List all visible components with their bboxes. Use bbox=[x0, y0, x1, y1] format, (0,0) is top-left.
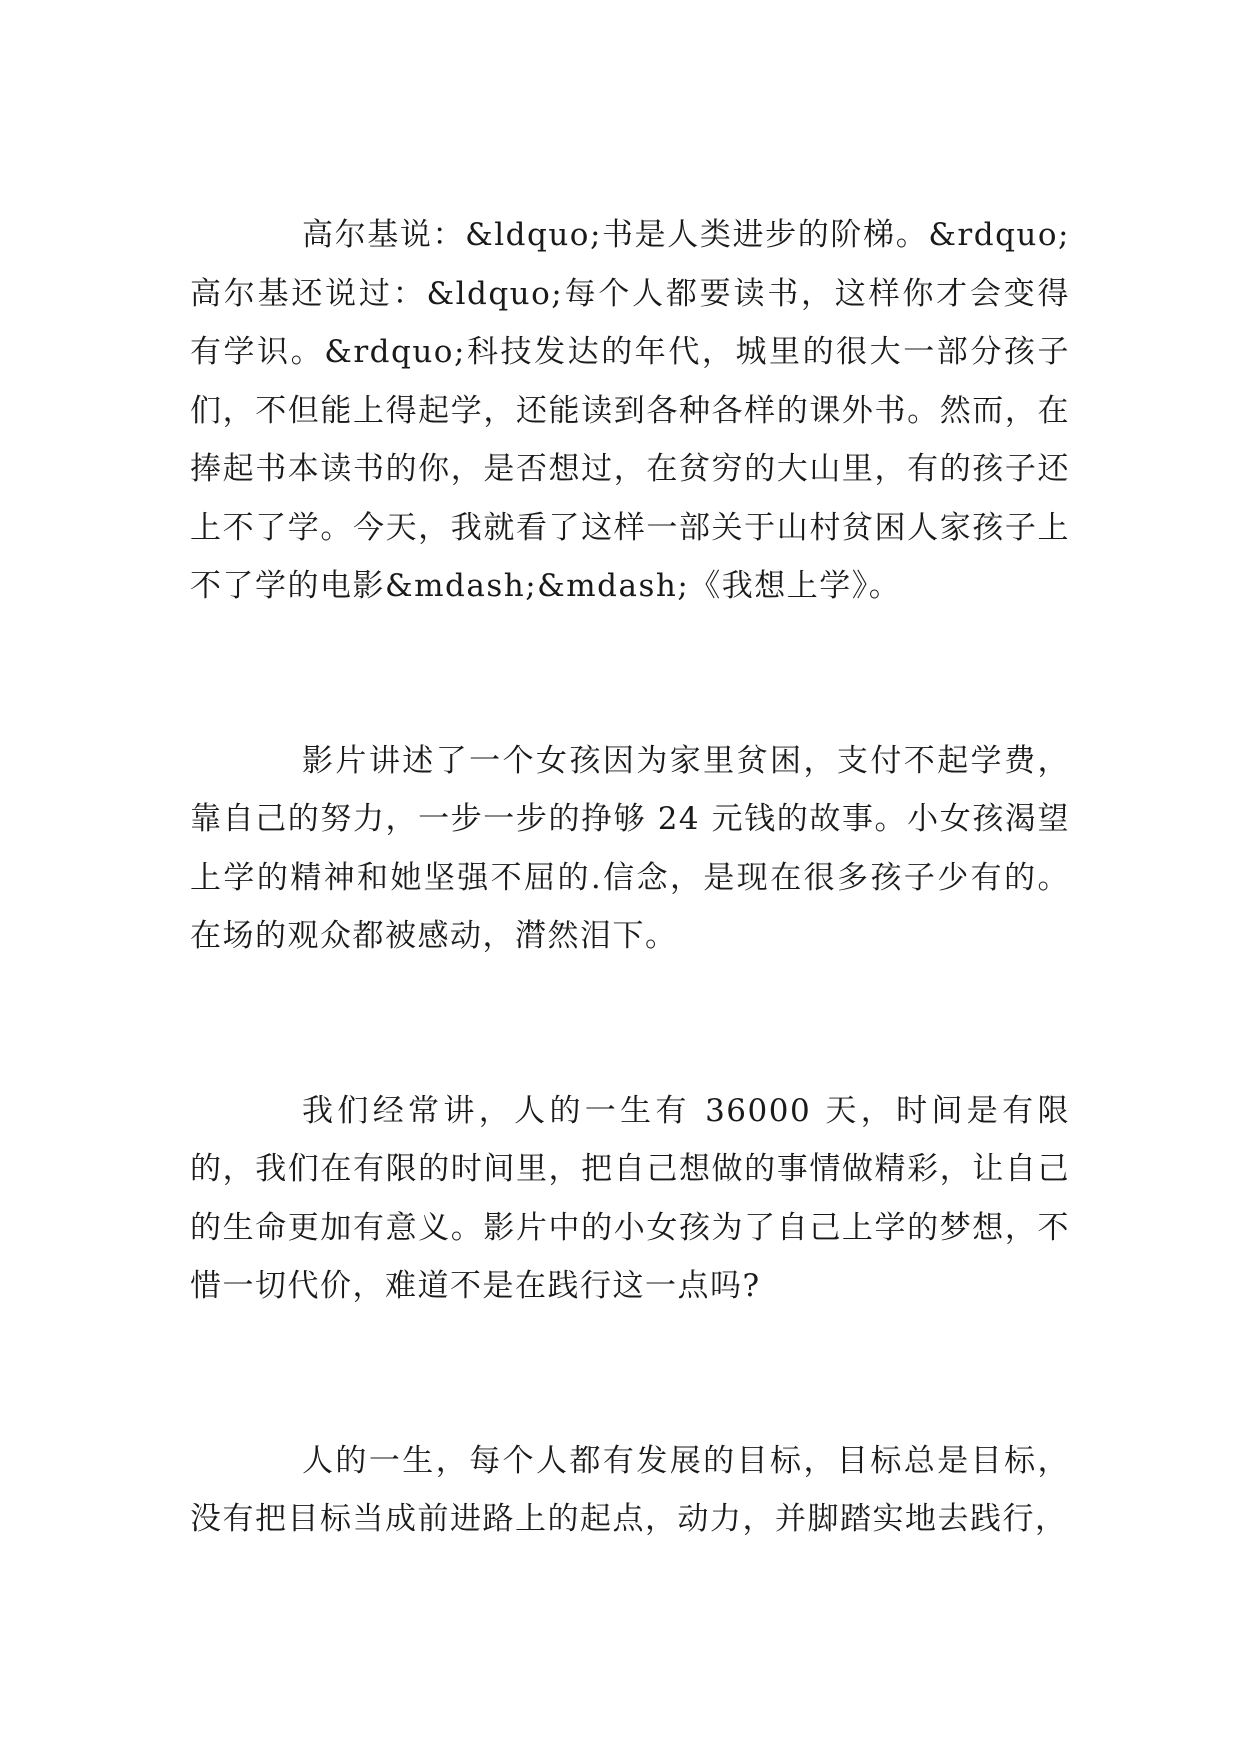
paragraph-1: 高尔基说：&ldquo;书是人类进步的阶梯。&rdquo;高尔基还说过：&ldquo;每个人都要读书，这样你才会变得有学识。&rdquo;科技发达的年代，城里的很大一部分孩子们，不但能上得起学，还能读到各种各样的课外书。然而，在捧起书本读书的你，是否想过，在贫穷的大山里，有的孩子还上不了学。今天，我就看了这样一部关于山村贫困人家孩子上不了学的电影&mdash;&mdash;《我想上学》。 bbox=[190, 217, 1070, 604]
paragraph-3: 我们经常讲，人的一生有 36000 天，时间是有限的，我们在有限的时间里，把自己想做的事情做精彩，让自己的生命更加有意义。影片中的小女孩为了自己上学的梦想，不惜一切代价，难道不是在践行这一点吗? bbox=[190, 1092, 1070, 1304]
paragraph-4: 人的一生，每个人都有发展的目标，目标总是目标，没有把目标当成前进路上的起点，动力，并脚踏实地去践行， bbox=[190, 1442, 1070, 1537]
paragraph-2: 影片讲述了一个女孩因为家里贫困，支付不起学费，靠自己的努力，一步一步的挣够 24 元钱的故事。小女孩渴望上学的精神和她坚强不屈的.信念，是现在很多孩子少有的。在场的观众都被感动，潸然泪下。 bbox=[190, 742, 1070, 954]
document-body bbox=[190, 206, 1070, 1549]
